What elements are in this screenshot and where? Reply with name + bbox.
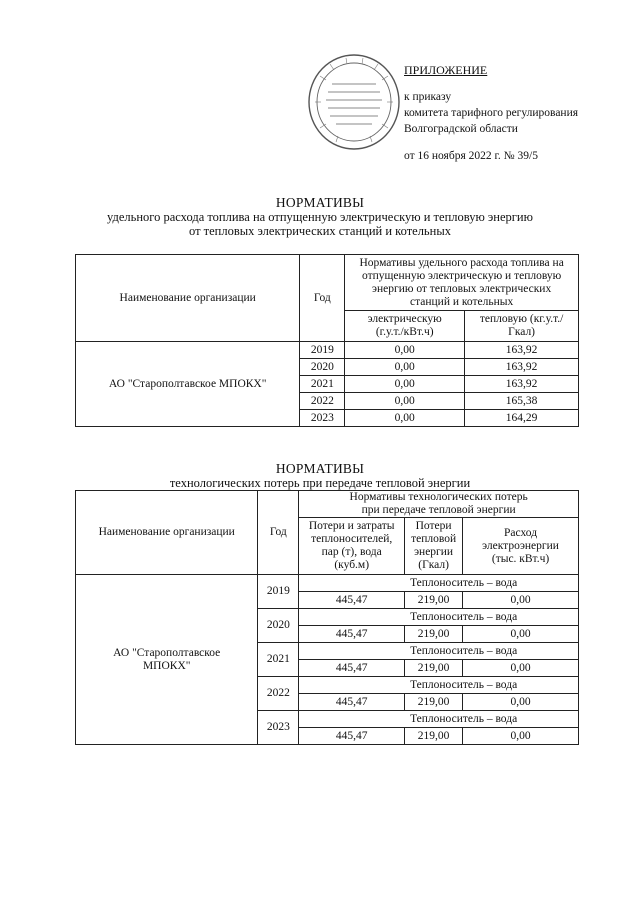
fuel-year: 2019 (300, 342, 345, 359)
carrier-label: Теплоноситель – вода (299, 609, 579, 626)
losses-title-block (0, 462, 640, 490)
appendix-date: от 16 ноября 2022 г. № 39/5 (404, 150, 538, 162)
fuel-header-thermal: тепловую (кг.у.т./Гкал) (465, 311, 579, 342)
heat-losses-value: 219,00 (405, 694, 463, 711)
fuel-header-norms: Нормативы удельного расхода топлива на отпущенную электрическую и тепловую энергию от тепловых электрических станций и котельных (345, 255, 579, 311)
official-seal-icon (306, 52, 402, 152)
losses-year: 2019 (258, 575, 299, 609)
losses-header-heat: Потери тепловой энергии (Гкал) (405, 518, 463, 575)
fuel-electric-value: 0,00 (345, 376, 465, 393)
losses-subtitle: технологических потерь при передаче тепловой энергии (169, 476, 471, 490)
heat-losses-value: 219,00 (405, 728, 463, 745)
table-row (76, 575, 579, 592)
carrier-losses-value: 445,47 (299, 694, 405, 711)
electricity-value: 0,00 (463, 592, 579, 609)
fuel-thermal-value: 164,29 (465, 410, 579, 427)
losses-org-name: АО "Старополтавское МПОКХ" (76, 575, 258, 745)
appendix-region-line: Волгоградской области (404, 123, 518, 135)
losses-header-org: Наименование организации (76, 491, 258, 575)
fuel-title-block (0, 196, 640, 238)
carrier-losses-value: 445,47 (299, 728, 405, 745)
fuel-electric-value: 0,00 (345, 410, 465, 427)
appendix-order-line: к приказу (404, 91, 452, 103)
electricity-value: 0,00 (463, 626, 579, 643)
losses-header-norms: Нормативы технологических потерь при передаче тепловой энергии (299, 491, 579, 518)
fuel-thermal-value: 163,92 (465, 342, 579, 359)
fuel-thermal-value: 163,92 (465, 359, 579, 376)
losses-year: 2020 (258, 609, 299, 643)
carrier-label: Теплоноситель – вода (299, 575, 579, 592)
appendix-title: ПРИЛОЖЕНИЕ (404, 63, 488, 77)
fuel-norms-table (75, 254, 579, 427)
losses-header-year: Год (258, 491, 299, 575)
fuel-year: 2022 (300, 393, 345, 410)
losses-title: НОРМАТИВЫ (275, 461, 365, 476)
fuel-thermal-value: 165,38 (465, 393, 579, 410)
losses-header-electricity: Расход электроэнергии (тыс. кВт.ч) (463, 518, 579, 575)
official-seal (306, 52, 402, 152)
carrier-losses-value: 445,47 (299, 626, 405, 643)
electricity-value: 0,00 (463, 660, 579, 677)
carrier-label: Теплоноситель – вода (299, 677, 579, 694)
fuel-title: НОРМАТИВЫ (275, 195, 365, 210)
fuel-electric-value: 0,00 (345, 359, 465, 376)
fuel-header-electric: электрическую (г.у.т./кВт.ч) (345, 311, 465, 342)
fuel-org-name: АО "Старополтавское МПОКХ" (76, 342, 300, 427)
fuel-electric-value: 0,00 (345, 342, 465, 359)
losses-header-carrier: Потери и затраты теплоносителей, пар (т), вода (куб.м) (299, 518, 405, 575)
carrier-label: Теплоноситель – вода (299, 711, 579, 728)
losses-year: 2023 (258, 711, 299, 745)
electricity-value: 0,00 (463, 694, 579, 711)
fuel-header-org: Наименование организации (76, 255, 300, 342)
heat-losses-value: 219,00 (405, 592, 463, 609)
fuel-thermal-value: 163,92 (465, 376, 579, 393)
losses-norms-table (75, 490, 579, 745)
carrier-label: Теплоноситель – вода (299, 643, 579, 660)
fuel-electric-value: 0,00 (345, 393, 465, 410)
losses-year: 2022 (258, 677, 299, 711)
heat-losses-value: 219,00 (405, 660, 463, 677)
fuel-year: 2020 (300, 359, 345, 376)
table-row (76, 342, 579, 359)
carrier-losses-value: 445,47 (299, 592, 405, 609)
electricity-value: 0,00 (463, 728, 579, 745)
fuel-year: 2023 (300, 410, 345, 427)
fuel-year: 2021 (300, 376, 345, 393)
heat-losses-value: 219,00 (405, 626, 463, 643)
fuel-subtitle-line1: удельного расхода топлива на отпущенную электрическую и тепловую энергию (107, 210, 533, 224)
carrier-losses-value: 445,47 (299, 660, 405, 677)
losses-year: 2021 (258, 643, 299, 677)
fuel-subtitle-line2: от тепловых электрических станций и котельных (189, 224, 451, 238)
appendix-header (404, 62, 578, 164)
fuel-header-year: Год (300, 255, 345, 342)
appendix-committee-line: комитета тарифного регулирования (404, 107, 579, 119)
